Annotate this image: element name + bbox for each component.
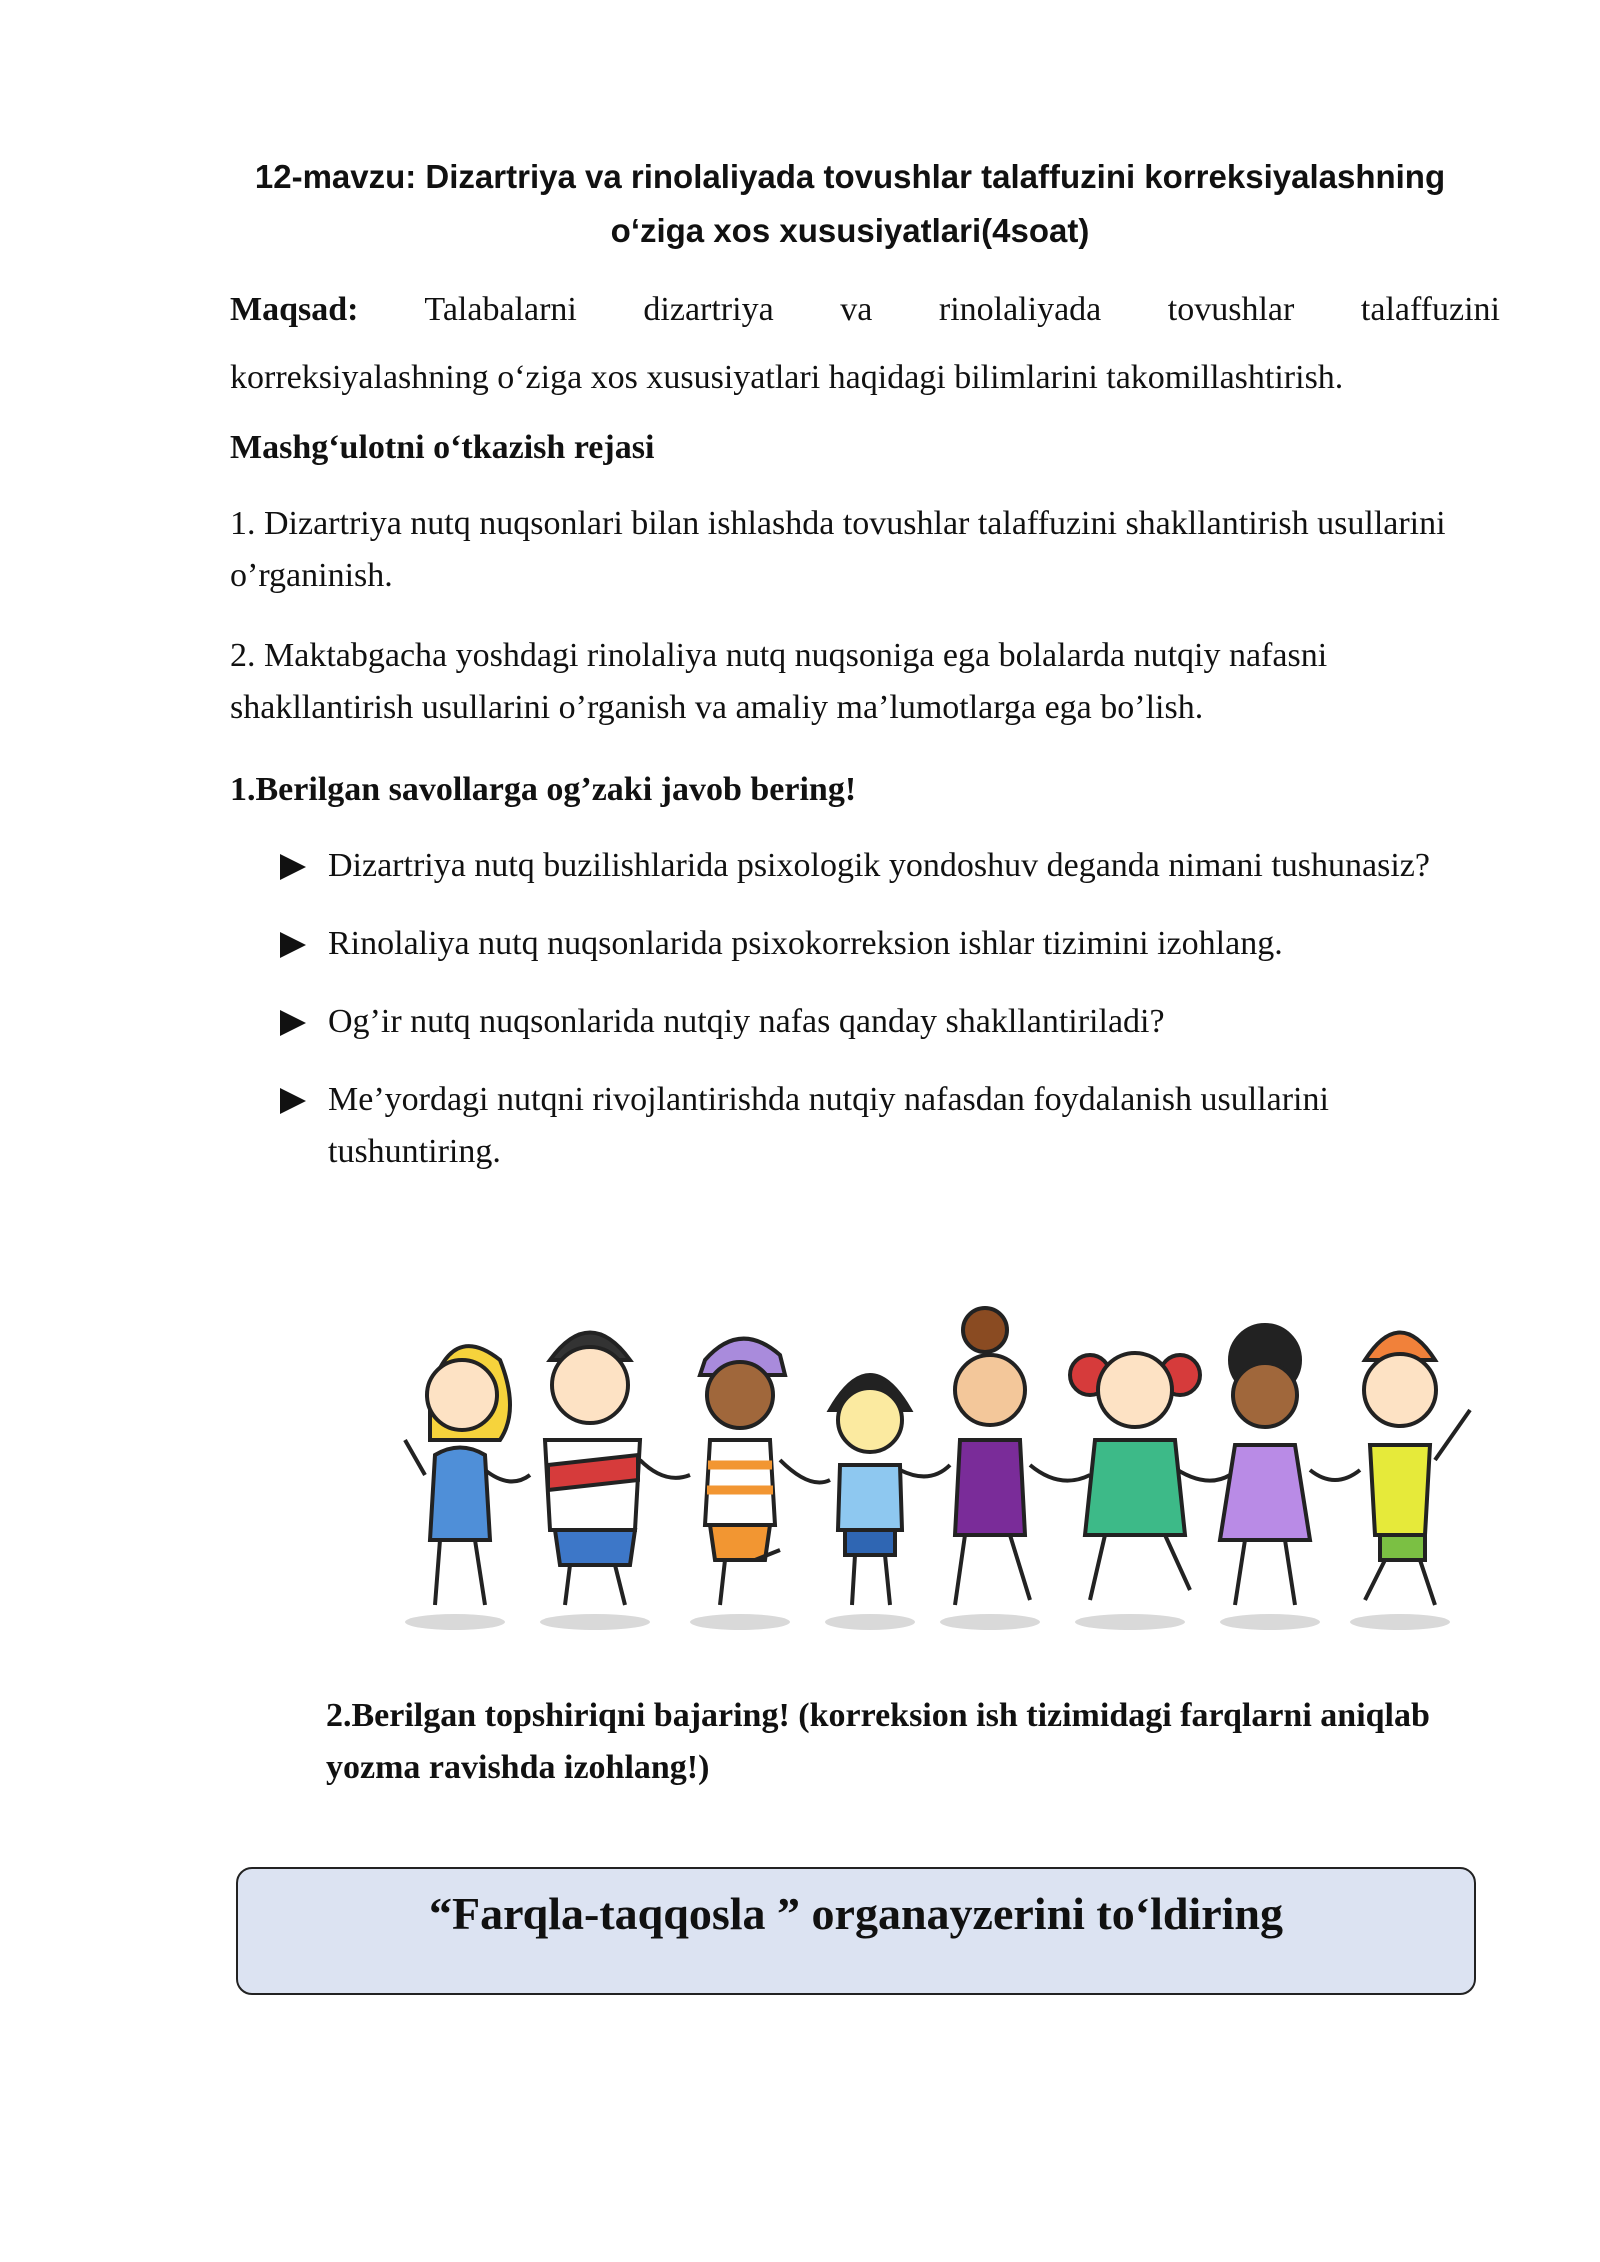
organizer-box: [236, 1867, 1476, 1995]
child-3: [700, 1339, 785, 1605]
question-item: [280, 840, 1470, 892]
children-holding-hands-illustration: [390, 1300, 1500, 1640]
child-5: [955, 1308, 1030, 1605]
task-instruction: 2.Berilgan topshiriqni bajaring! (korreksion ish tizimidagi farqlarni aniqlab yozma ravishda izohlang!): [326, 1697, 1430, 1786]
question-text: Rinolaliya nutq nuqsonlarida psixokorreksion ishlar tizimini izohlang.: [328, 925, 1283, 962]
goal-label: Maqsad:: [230, 291, 359, 328]
plan-item-2: 2. Maktabgacha yoshdagi rinolaliya nutq nuqsoniga ega bolalarda nutqiy nafasni shakllantirish usullarini o’rganish va amaliy ma’lumotlarga ega bo’lish.: [230, 637, 1328, 726]
plan-heading: Mashgʻulotni oʻtkazish rejasi: [230, 429, 655, 466]
child-8: [1364, 1333, 1436, 1606]
bullet-arrow-icon: [280, 1088, 306, 1114]
question-text: Me’yordagi nutqni rivojlantirishda nutqiy nafasdan foydalanish usullarini tushuntiring.: [328, 1081, 1329, 1170]
question-text: Og’ir nutq nuqsonlarida nutqiy nafas qanday shakllantiriladi?: [328, 1003, 1165, 1040]
question-item: [280, 1074, 1470, 1178]
question-item: [280, 918, 1470, 970]
bullet-arrow-icon: [280, 932, 306, 958]
plan-item-1: 1. Dizartriya nutq nuqsonlari bilan ishlashda tovushlar talaffuzini shakllantirish usullarini o’rganinish.: [230, 505, 1446, 594]
question-text: Dizartriya nutq buzilishlarida psixologik yondoshuv deganda nimani tushunasiz?: [328, 847, 1430, 884]
page-title: [230, 150, 1470, 258]
goal-text-line-2: korreksiyalashning oʻziga xos xususiyatlari haqidagi bilimlarini takomillashtirish.: [230, 359, 1344, 396]
goal-paragraph: [230, 284, 1500, 336]
bullet-arrow-icon: [280, 1010, 306, 1036]
goal-text-line-1: Talabalarni dizartriya va rinolaliyada tovushlar talaffuzini: [424, 291, 1500, 328]
organizer-title: “Farqla-taqqosla ” organayzerini toʻldiring: [429, 1888, 1283, 1939]
title-line-2: oʻziga xos xususiyatlari(4soat): [610, 212, 1090, 249]
questions-list: [280, 840, 1470, 1204]
child-2: [545, 1333, 640, 1606]
bullet-arrow-icon: [280, 854, 306, 880]
child-7: [1220, 1325, 1310, 1605]
question-item: [280, 996, 1470, 1048]
child-1: [427, 1346, 510, 1605]
ground-shadows: [405, 1614, 1450, 1630]
title-line-1: 12-mavzu: Dizartriya va rinolaliyada tovushlar talaffuzini korreksiyalashning: [254, 158, 1446, 195]
child-6: [1070, 1353, 1200, 1600]
child-4: [830, 1375, 910, 1605]
questions-heading: 1.Berilgan savollarga og’zaki javob bering!: [230, 771, 857, 808]
